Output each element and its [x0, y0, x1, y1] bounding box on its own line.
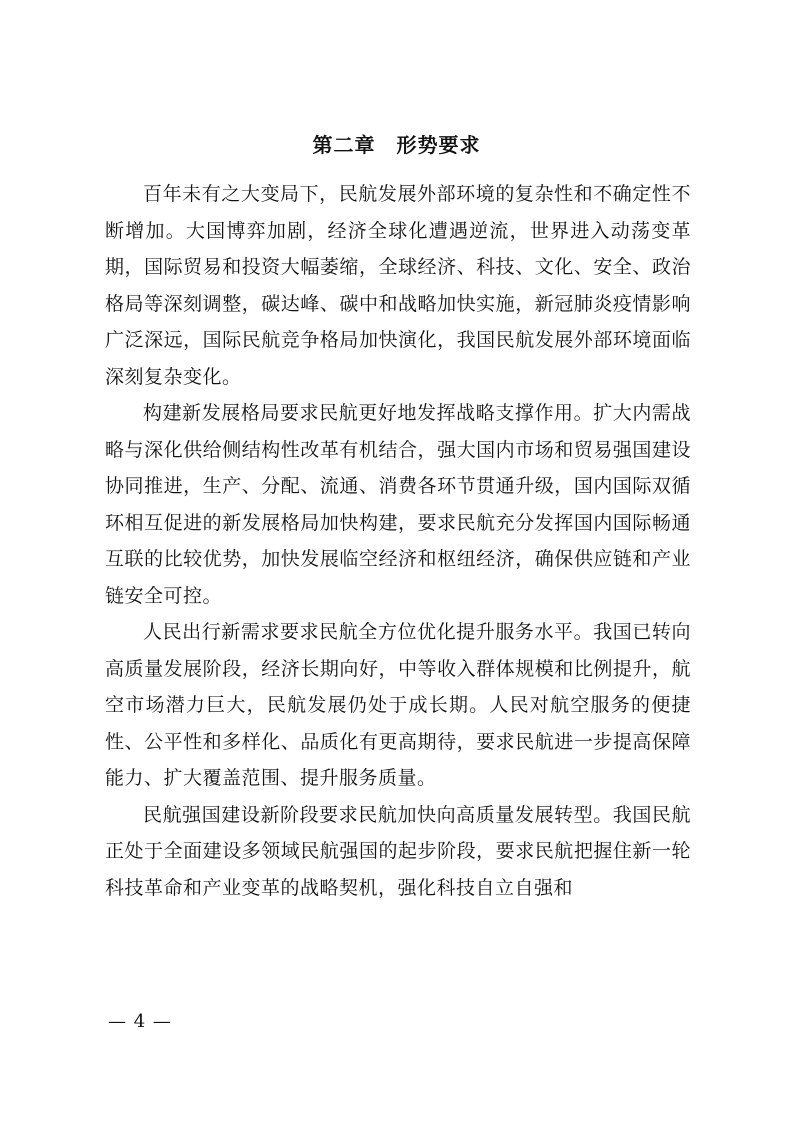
body-text	[105, 176, 691, 906]
page-number: — 4 —	[108, 1011, 172, 1032]
paragraph: 百年未有之大变局下，民航发展外部环境的复杂性和不确定性不断增加。大国博弈加剧，经济全球化遭遇逆流，世界进入动荡变革期，国际贸易和投资大幅萎缩，全球经济、科技、文化、安全、政治格局等深刻调整，碳达峰、碳中和战略加快实施，新冠肺炎疫情影响广泛深远，国际民航竞争格局加快演化，我国民航发展外部环境面临深刻复杂变化。	[105, 183, 691, 388]
chapter-title: 第二章 形势要求	[312, 133, 481, 157]
paragraph: 民航强国建设新阶段要求民航加快向高质量发展转型。我国民航正处于全面建设多领域民航强国的起步阶段，要求民航把握住新一轮科技革命和产业变革的战略契机，强化科技自立自强和	[105, 803, 691, 899]
paragraph: 人民出行新需求要求民航全方位优化提升服务水平。我国已转向高质量发展阶段，经济长期向好，中等收入群体规模和比例提升，航空市场潜力巨大，民航发展仍处于成长期。人民对航空服务的便捷性、公平性和多样化、品质化有更高期待，要求民航进一步提高保障能力、扩大覆盖范围、提升服务质量。	[105, 621, 691, 789]
paragraph: 构建新发展格局要求民航更好地发挥战略支撑作用。扩大内需战略与深化供给侧结构性改革有机结合，强大国内市场和贸易强国建设协同推进，生产、分配、流通、消费各环节贯通升级，国内国际双循环相互促进的新发展格局加快构建，要求民航充分发挥国内国际畅通互联的比较优势，加快发展临空经济和枢纽经济，确保供应链和产业链安全可控。	[105, 402, 691, 607]
